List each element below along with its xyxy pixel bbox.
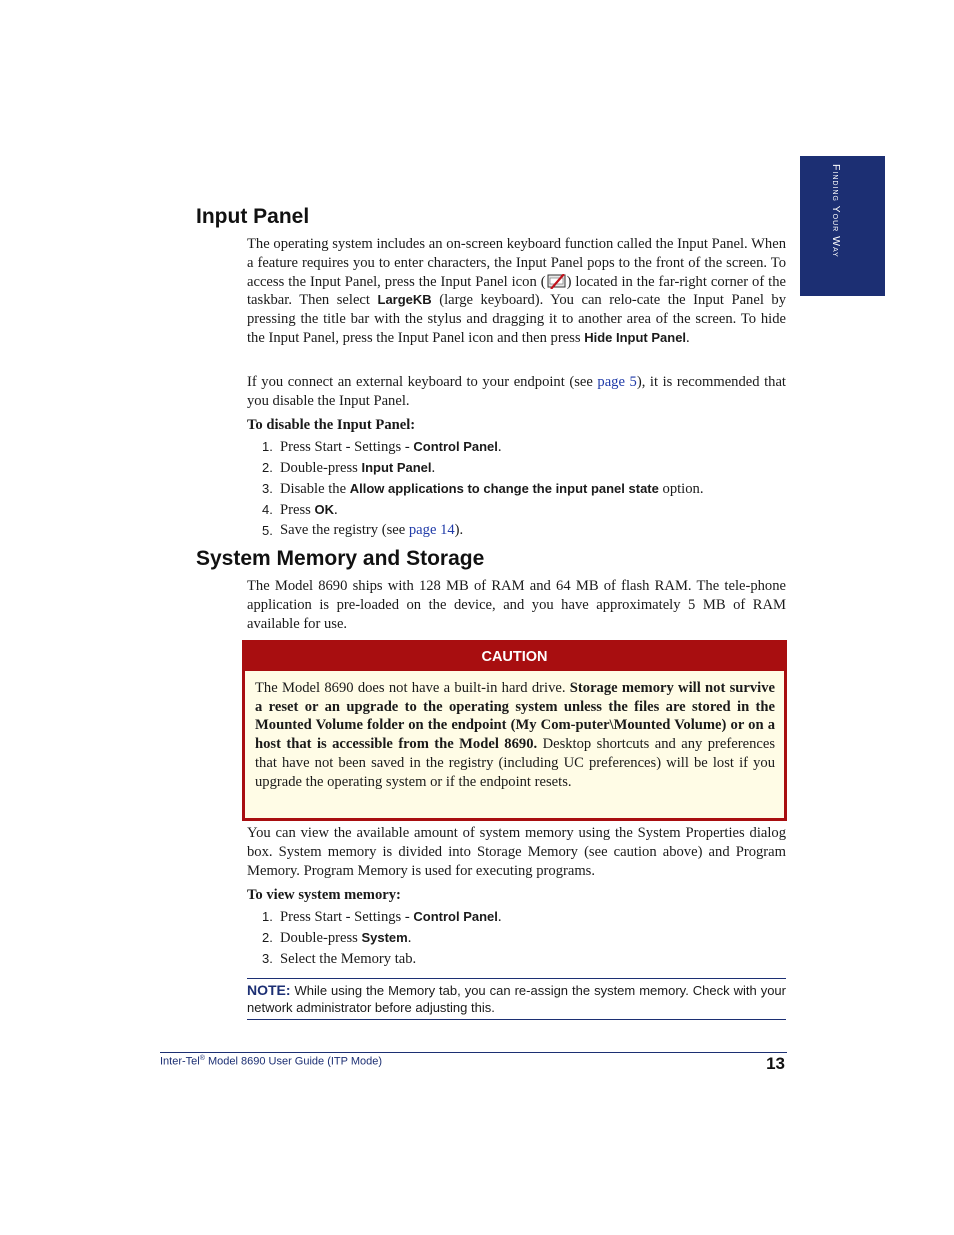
step-item xyxy=(247,457,786,478)
disable-input-panel-title: To disable the Input Panel: xyxy=(247,417,416,433)
step-bold: Control Panel xyxy=(413,909,498,924)
view-memory-title: To view system memory: xyxy=(247,887,401,903)
input-panel-heading: Input Panel xyxy=(196,205,310,228)
footer-title xyxy=(160,1055,382,1068)
step-text: option. xyxy=(658,481,704,497)
step-text: Press Start - Settings - xyxy=(280,439,414,455)
largekb-label: LargeKB xyxy=(377,292,432,308)
footer-rule xyxy=(160,1052,787,1053)
step-text: Press xyxy=(280,502,315,518)
disable-input-panel-steps xyxy=(247,436,786,541)
note-label: NOTE: xyxy=(247,982,291,998)
memory-view-paragraph: You can view the available amount of system memory using the System Properties dialog box. System memory is divided into Storage Memory (see caution above) and Program Memory. Program Memory is used for executing programs. xyxy=(247,825,786,879)
step-number: 4. xyxy=(262,502,273,517)
external-keyboard-paragraph xyxy=(247,373,786,411)
step-item xyxy=(247,520,786,541)
hide-input-panel-label: Hide Input Panel xyxy=(584,329,687,345)
para-text: ), it is recommended that you disable the Input Panel. xyxy=(247,374,786,409)
step-bold: Allow applications to change the input panel state xyxy=(349,481,659,496)
step-text: Save the registry (see xyxy=(280,522,409,538)
step-number: 5. xyxy=(262,523,273,538)
section-side-tab xyxy=(800,156,885,296)
page-number: 13 xyxy=(766,1054,785,1073)
caution-plain: The Model 8690 does not have a built-in hard drive. xyxy=(255,680,570,696)
step-bold: Input Panel xyxy=(361,460,432,475)
caution-plain: Desktop shortcuts and any preferences that have not been saved in the registry (including UC preferences) will be lost if you upgrade the operating system or if the endpoint resets. xyxy=(255,736,775,790)
step-text: . xyxy=(497,439,502,455)
step-text: . xyxy=(431,460,436,476)
caution-text xyxy=(245,671,784,791)
memory-intro-paragraph: The Model 8690 ships with 128 MB of RAM and 64 MB of flash RAM. The tele-phone application is pre-loaded on the device, and you have approximately 5 MB of RAM available for use. xyxy=(247,578,786,632)
para-text: . xyxy=(686,329,690,346)
step-text: Double-press xyxy=(280,460,362,476)
step-item xyxy=(247,948,786,969)
caution-label: CAUTION xyxy=(245,643,784,671)
caution-box xyxy=(242,640,787,821)
step-number: 2. xyxy=(262,460,273,475)
para-text: ) located in the far-right corner of the taskbar. Then select xyxy=(247,273,786,309)
step-text: . xyxy=(497,909,502,925)
step-text: ). xyxy=(454,522,464,538)
step-text: Press Start - Settings - xyxy=(280,909,414,925)
note-box xyxy=(247,978,786,1020)
step-bold: System xyxy=(361,930,408,945)
para-text: If you connect an external keyboard to your endpoint (see xyxy=(247,374,598,390)
view-memory-steps xyxy=(247,906,786,969)
input-panel-icon xyxy=(547,274,566,289)
step-number: 3. xyxy=(262,951,273,966)
step-item xyxy=(247,499,786,520)
step-number: 1. xyxy=(262,439,273,454)
system-memory-heading: System Memory and Storage xyxy=(196,547,485,570)
page-5-link[interactable]: page 5 xyxy=(597,374,637,390)
step-item xyxy=(247,478,786,499)
step-number: 3. xyxy=(262,481,273,496)
note-text xyxy=(247,979,786,1016)
page-14-link[interactable]: page 14 xyxy=(408,522,455,538)
footer-brand: Inter-Tel xyxy=(160,1055,200,1068)
step-text: Double-press xyxy=(280,930,362,946)
step-text: Select the Memory tab. xyxy=(280,951,417,967)
step-number: 2. xyxy=(262,930,273,945)
side-tab-label: Finding Your Way xyxy=(830,164,842,258)
step-number: 1. xyxy=(262,909,273,924)
caution-bold: Storage memory will not survive a reset or an upgrade to the operating system unless the files are stored in the Mounted Volume folder on the endpoint (My Com-puter\Mounted Volume) or on a host that is accessible from the Model 8690. xyxy=(255,680,775,753)
footer-doc-title: Model 8690 User Guide (ITP Mode) xyxy=(204,1055,383,1068)
registered-mark: ® xyxy=(199,1055,205,1062)
step-item xyxy=(247,906,786,927)
step-bold: OK xyxy=(314,502,334,517)
step-bold: Control Panel xyxy=(413,439,498,454)
para-text: The operating system includes an on-screen keyboard function called the Input Panel. When a feature requires you to enter characters, the Input Panel pops to the front of the screen. To access the Input Panel, press the Input Panel icon ( xyxy=(247,236,786,290)
step-text: . xyxy=(407,930,412,946)
step-item xyxy=(247,436,786,457)
step-text: . xyxy=(333,502,338,518)
input-panel-paragraph xyxy=(247,235,786,348)
step-item xyxy=(247,927,786,948)
step-text: Disable the xyxy=(280,481,350,497)
para-text: (large keyboard). You can relo-cate the Input Panel by pressing the title bar with the stylus and dragging it to another area of the screen. To hide the Input Panel, press the Input Panel icon and then press xyxy=(247,292,786,346)
note-body: While using the Memory tab, you can re-assign the system memory. Check with your network administrator before adjusting this. xyxy=(247,983,786,1015)
